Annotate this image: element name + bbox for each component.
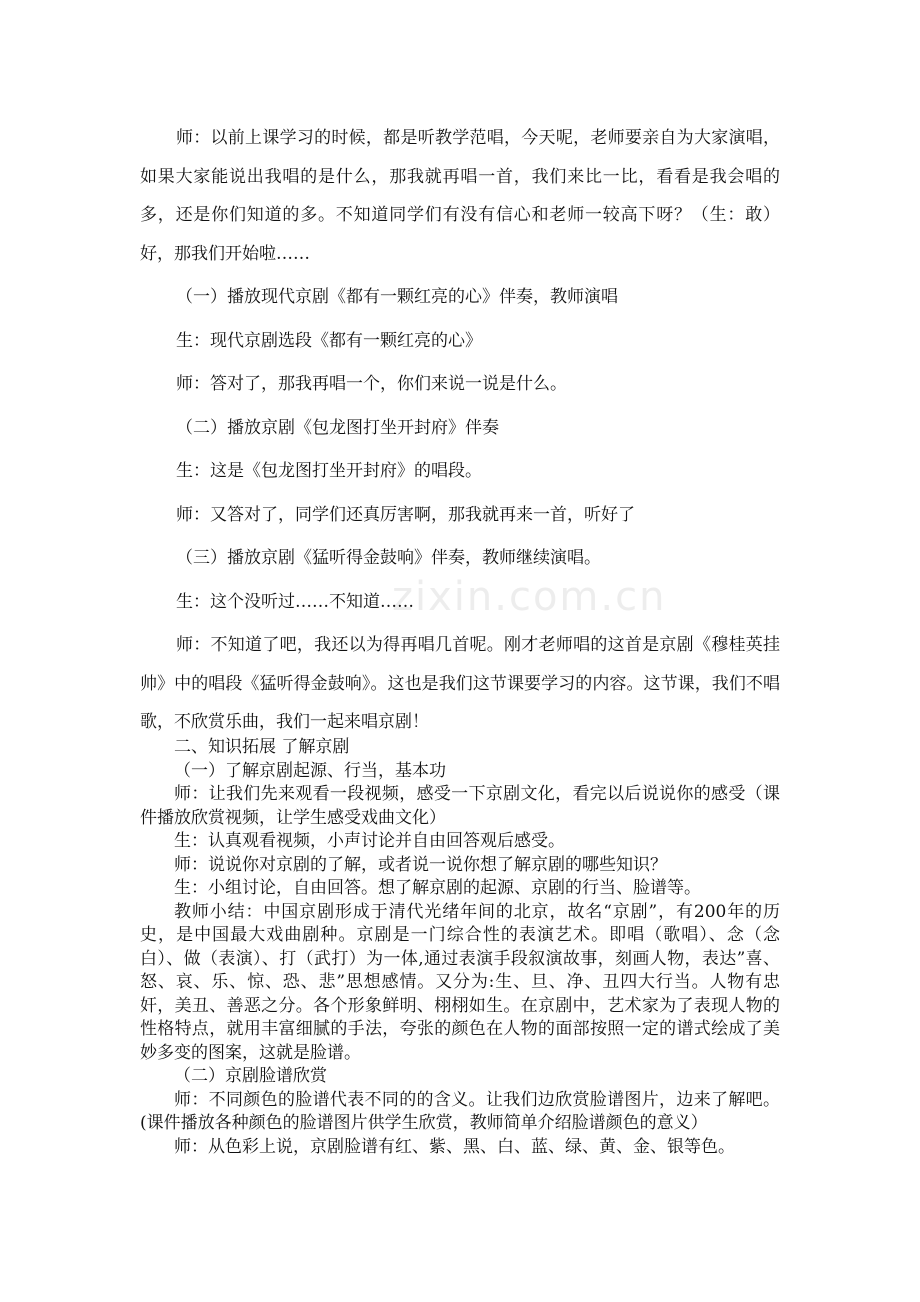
paragraph-student-discuss: 生：小组讨论，自由回答。想了解京剧的起源、京剧的行当、脸谱等。 xyxy=(174,878,701,898)
paragraph-mask-intro: 师：不同颜色的脸谱代表不同的的含义。让我们边欣赏脸谱图片，边来了解吧。(课件播放各种颜色的脸谱图片供学生欣赏，教师简单介绍脸谱颜色的意义） xyxy=(140,1089,780,1133)
paragraph-teacher-reply-one: 师：答对了，那我再唱一个，你们来说一说是什么。 xyxy=(176,374,567,394)
paragraph-play-three: （三）播放京剧《猛听得金鼓响》伴奏，教师继续演唱。 xyxy=(176,548,601,568)
paragraph-teacher-intro: 师：以前上课学习的时候，都是听教学范唱，今天呢，老师要亲自为大家演唱，如果大家能说出我唱的是什么，那我就再唱一首，我们来比一比，看看是我会唱的多，还是你们知道的多。不知道同学们有没有信心和老师一较高下呀？（生：敢）好，那我们开始啦…… xyxy=(140,128,780,264)
watermark: zixin.com.cn xyxy=(392,574,667,620)
paragraph-teacher-conclusion: 师：不知道了吧，我还以为得再唱几首呢。刚才老师唱的这首是京剧《穆桂英挂帅》中的唱段《猛听得金鼓响》。这也是我们这节课要学习的内容。这节课，我们不唱歌，不欣赏乐曲，我们一起来唱京剧！ xyxy=(140,635,780,732)
paragraph-student-answer-two: 生：这是《包龙图打坐开封府》的唱段。 xyxy=(176,461,482,481)
paragraph-play-one: （一）播放现代京剧《都有一颗红亮的心》伴奏，教师演唱 xyxy=(176,287,618,307)
paragraph-teacher-question: 师：说说你对京剧的了解，或者说一说你想了解京剧的哪些知识？ xyxy=(174,854,667,875)
dialogue-section xyxy=(140,119,780,742)
paragraph-video-prompt: 师：让我们先来观看一段视频，感受一下京剧文化，看完以后说说你的感受（课件播放欣赏视频，让学生感受戏曲文化） xyxy=(140,784,780,828)
paragraph-student-watch: 生：认真观看视频，小声讨论并自由回答观后感受。 xyxy=(174,831,565,851)
paragraph-teacher-reply-two: 师：又答对了，同学们还真厉害啊，那我就再来一首，听好了 xyxy=(176,504,635,525)
paragraph-student-answer-three: 生：这个没听过……不知道…… xyxy=(176,591,414,612)
section-heading: 二、知识拓展 了解京剧 xyxy=(174,737,350,757)
paragraph-mask-colors: 师：从色彩上说，京剧脸谱有红、紫、黑、白、蓝、绿、黄、金、银等色。 xyxy=(174,1136,735,1157)
subsection-heading-two: （二）京剧脸谱欣赏 xyxy=(174,1066,327,1086)
paragraph-student-answer-one: 生：现代京剧选段《都有一颗红亮的心》 xyxy=(176,330,482,351)
subsection-heading-one: （一）了解京剧起源、行当，基本功 xyxy=(174,760,446,781)
paragraph-teacher-summary: 教师小结：中国京剧形成于清代光绪年间的北京，故名“京剧”，有200年的历史，是中国最大戏曲剧种。京剧是一门综合性的表演艺术。即唱（歌唱）、念（念白）、做（表演）、打（武打）为一体,通过表演手段叙演故事，刻画人物，表达”喜、怒、哀、乐、惊、恐、悲”思想感情。又分为:生、旦、净、丑四大行当。人物有忠奸，美丑、善恶之分。各个形象鲜明、栩栩如生。在京剧中，艺术家为了表现人物的性格特点，就用丰富细腻的手法，夸张的颜色在人物的面部按照一定的谱式绘成了美妙多变的图案，这就是脸谱。 xyxy=(140,901,780,1063)
knowledge-section xyxy=(140,736,780,1159)
paragraph-play-two: （二）播放京剧《包龙图打坐开封府》伴奏 xyxy=(176,417,499,438)
